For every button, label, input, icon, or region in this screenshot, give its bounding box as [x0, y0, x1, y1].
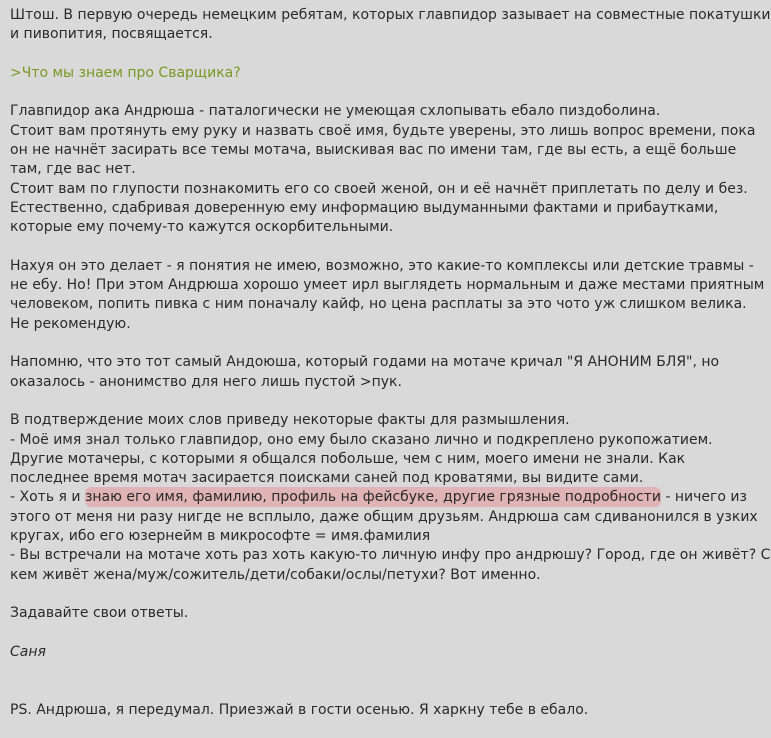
post-text-line: оказалось - анонимство для него лишь пустой >пук. [10, 373, 402, 390]
post-text-line: Естественно, сдабривая доверенную ему информацию выдуманными фактами и прибаутками, [10, 199, 719, 216]
post-text-line: Другие мотачеры, с которыми я общался побольше, чем с ним, моего имени не знали. Как [10, 450, 686, 467]
post-text-line: Штош. В первую очередь немецким ребятам, которых главпидор зазывает на совместные покатушки [10, 7, 771, 23]
highlighted-text: знаю его имя, фамилию, профиль на фейсбуке, другие грязные подробности [84, 489, 661, 506]
greentext-quote: >Что мы знаем про Сварщика? [10, 64, 241, 81]
post-text-line: В подтверждение моих слов приведу некоторые факты для размышления. [10, 412, 570, 429]
post-text-line: кем живёт жена/муж/сожитель/дети/собаки/ослы/петухи? Вот именно. [10, 566, 541, 583]
postscript: PS. Андрюша, я передумал. Приезжай в гости осенью. Я харкну тебе в ебало. [10, 701, 589, 718]
post-text-line: Напомню, что это тот самый Андоюша, который годами на мотаче кричал "Я АНОНИМ БЛЯ", но [10, 354, 720, 371]
post-text-line: - Вы встречали на мотаче хоть раз хоть какую-то личную инфу про андрюшу? Город, где он живёт? С [10, 547, 771, 564]
post-text-line: последнее время мотач засирается поисками саней под кроватями, вы видите сами. [10, 470, 644, 487]
post-text-line: Стоит вам по глупости познакомить его со своей женой, он и её начнёт приплетать по делу и без. [10, 180, 748, 197]
post-text-line: кругах, ибо его юзернейм в микрософте = имя.фамилия [10, 528, 431, 545]
post-text-line: этого от меня ни разу нигде не всплыло, даже общим друзьям. Андрюша сам сдиванонился в узких [10, 508, 758, 525]
post-text-line: там, где вас нет. [10, 161, 136, 178]
post-text-line: и пивопития, посвящается. [10, 26, 213, 43]
post-text-line: - Моё имя знал только главпидор, оно ему было сказано лично и подкреплено рукопожатием. [10, 431, 713, 448]
text-fragment: - Хоть я и [10, 489, 85, 506]
closing-line: Задавайте свои ответы. [10, 605, 189, 622]
text-fragment: - ничего из [660, 489, 747, 506]
post-text-line: Главпидор ака Андрюша - паталогически не умеющая схлопывать ебало пиздоболина. [10, 103, 661, 120]
post-text-line: Не рекомендую. [10, 315, 131, 332]
post-text-line: которые ему почему-то кажутся оскорбительными. [10, 219, 394, 236]
signature: Саня [10, 643, 46, 660]
post-text-line: он не начнёт засирать все темы мотача, выискивая вас по имени там, где вы есть, а ещё больше [10, 142, 737, 159]
post-text-line: Стоит вам протянуть ему руку и назвать своё имя, будьте уверены, это лишь вопрос времени, пока [10, 122, 756, 139]
post-text-line: человеком, попить пивка с ним поначалу кайф, но цена расплаты за это чото уж слишком велика. [10, 296, 747, 313]
post-text-line: Нахуя он это делает - я понятия не имею, возможно, это какие-то комплексы или детские травмы - [10, 257, 754, 274]
post-text-line: не ебу. Но! При этом Андрюша хорошо умеет ирл выглядеть нормальным и даже местами приятным [10, 277, 765, 294]
post-text-line-highlighted [10, 488, 747, 507]
